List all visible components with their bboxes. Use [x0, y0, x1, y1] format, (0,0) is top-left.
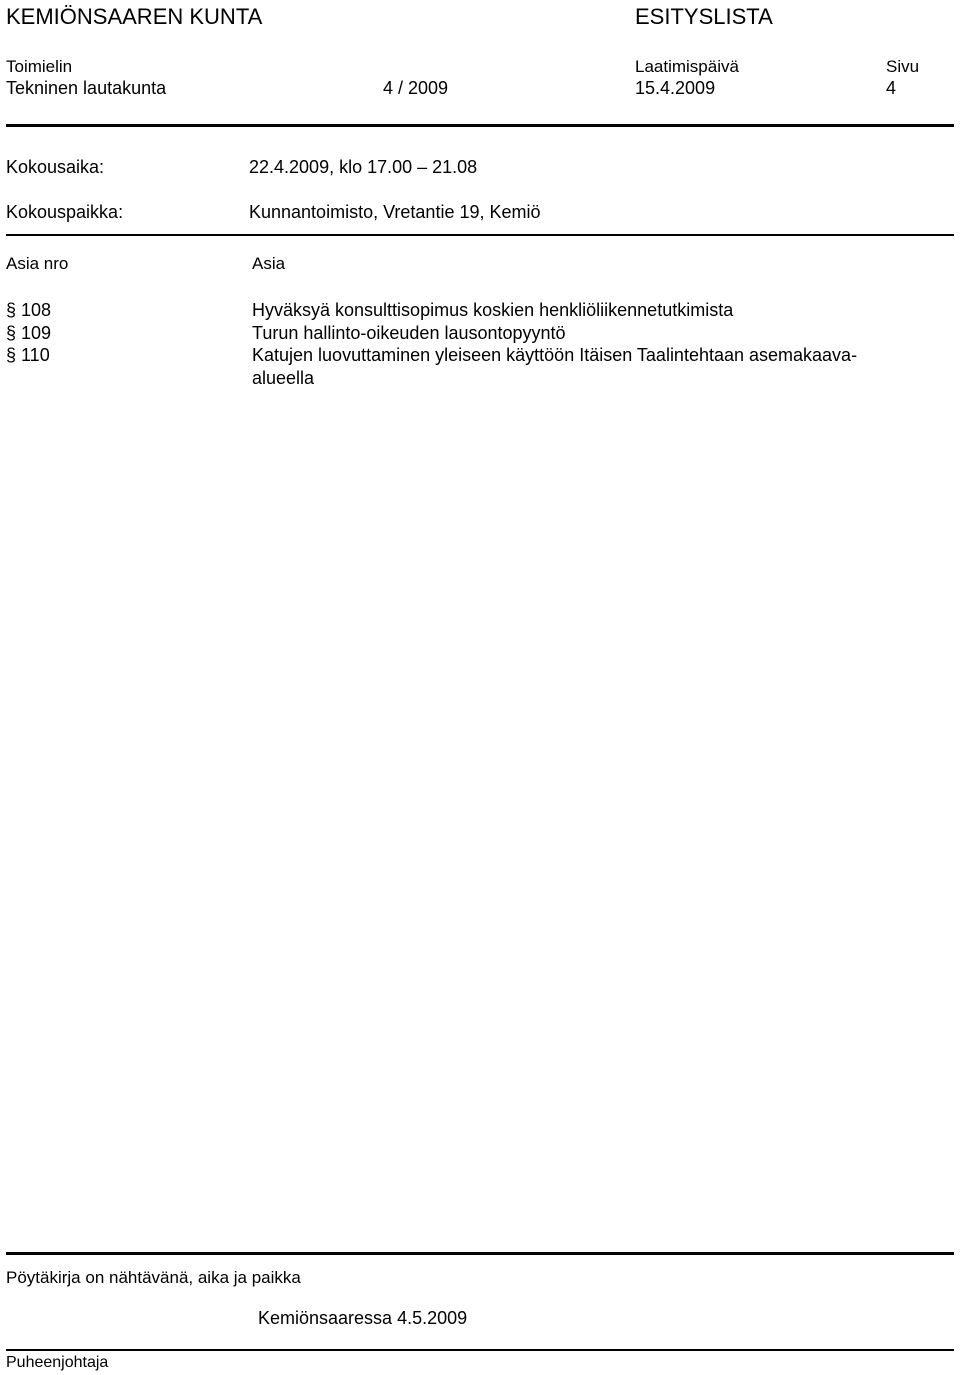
meeting-place-value: Kunnantoimisto, Vretantie 19, Kemiö — [249, 202, 541, 222]
issue-number: 4 / 2009 — [383, 78, 449, 98]
meeting-place-label: Kokouspaikka: — [6, 202, 124, 222]
municipality-name: KEMIÖNSAAREN KUNTA — [6, 4, 263, 29]
agenda-item-subject: Hyväksyä konsulttisopimus koskien henkliöliikennetutkimista — [252, 300, 734, 320]
agenda-item-subject: Turun hallinto-oikeuden lausontopyyntö — [252, 323, 566, 343]
date-label: Laatimispäivä — [635, 57, 739, 76]
page-label: Sivu — [886, 57, 920, 76]
agenda-item-number: § 109 — [6, 323, 52, 343]
meeting-time-value: 22.4.2009, klo 17.00 – 21.08 — [249, 157, 478, 177]
signature-divider — [6, 1349, 954, 1351]
agenda-item-subject-continuation: alueella — [252, 368, 315, 388]
agenda-item-subject: Katujen luovuttaminen yleiseen käyttöön Itäisen Taalintehtaan asemakaava- — [252, 345, 858, 365]
agenda-number-header: Asia nro — [6, 254, 69, 273]
agenda-item-number: § 110 — [6, 345, 50, 365]
date-value: 15.4.2009 — [635, 78, 716, 98]
minutes-availability-label: Pöytäkirja on nähtävänä, aika ja paikka — [6, 1268, 301, 1287]
organ-value: Tekninen lautakunta — [6, 78, 167, 98]
agenda-item-number: § 108 — [6, 300, 52, 320]
document-type: ESITYSLISTA — [635, 4, 773, 29]
organ-label: Toimielin — [6, 57, 73, 76]
meeting-time-label: Kokousaika: — [6, 157, 105, 177]
meeting-divider — [6, 234, 954, 236]
header-divider — [6, 124, 954, 127]
page-value: 4 — [886, 78, 897, 98]
footer-divider — [6, 1252, 954, 1255]
chair-label: Puheenjohtaja — [6, 1354, 109, 1371]
agenda-subject-header: Asia — [252, 254, 286, 273]
minutes-availability-value: Kemiönsaaressa 4.5.2009 — [258, 1308, 468, 1328]
